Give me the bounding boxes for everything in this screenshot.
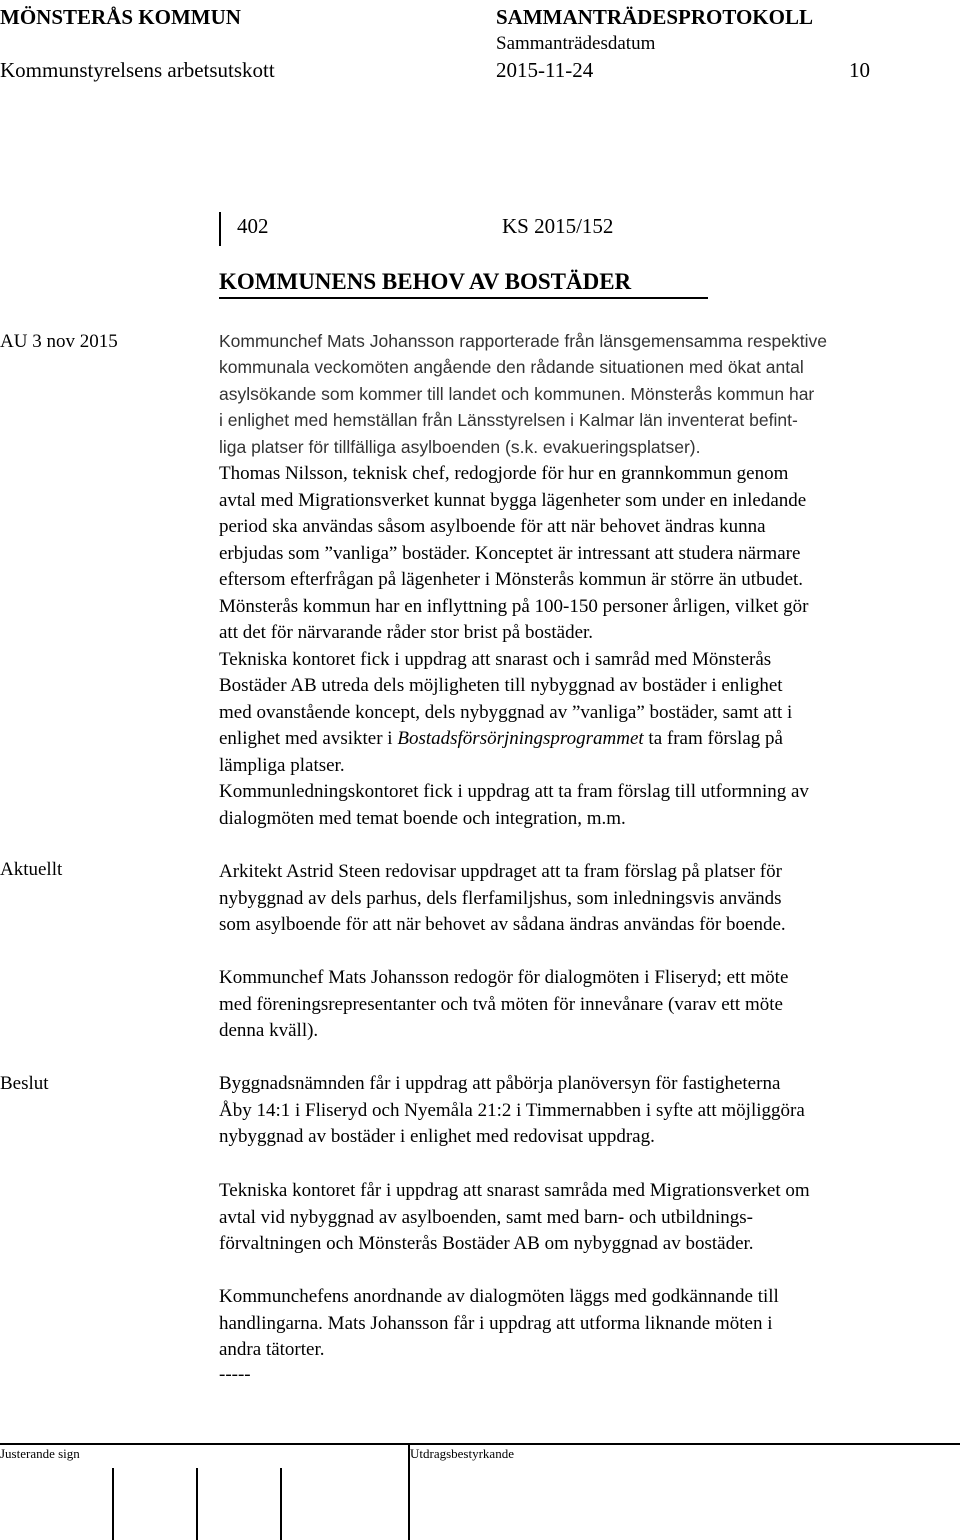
- text-fragment: enlighet med avsikter i: [219, 728, 398, 749]
- text-line: Kommunchef Mats Johansson rapporterade från länsgemensamma respektive: [219, 331, 827, 351]
- signature-box-line: [280, 1468, 282, 1540]
- title-underline: [219, 297, 708, 299]
- au-date-label: AU 3 nov 2015: [0, 331, 118, 352]
- item-title: KOMMUNENS BEHOV AV BOSTÄDER: [219, 269, 632, 294]
- end-mark: -----: [219, 1364, 251, 1385]
- text-line: handlingarna. Mats Johansson får i uppdrag att utforma liknande möten i: [219, 1312, 773, 1334]
- text-line: Arkitekt Astrid Steen redovisar uppdraget att ta fram förslag på platser för: [219, 861, 782, 882]
- text-line: Tekniska kontoret får i uppdrag att snarast samråda med Migrationsverket om: [219, 1180, 810, 1201]
- text-line: erbjudas som ”vanliga” bostäder. Konceptet är intressant att studera närmare: [219, 542, 801, 564]
- text-line: period ska användas såsom asylboende för att när behovet ändras kunna: [219, 516, 766, 537]
- text-line: avtal med Migrationsverket kunnat bygga lägenheter som under en inledande: [219, 489, 807, 511]
- text-line: nybyggnad av bostäder i enlighet med redovisat uppdrag.: [219, 1126, 655, 1147]
- text-line: Byggnadsnämnden får i uppdrag att påbörja planöversyn för fastigheterna: [219, 1073, 781, 1094]
- signature-box-line: [196, 1468, 198, 1540]
- text-fragment: ta fram förslag på: [643, 728, 783, 749]
- text-line: andra tätorter.: [219, 1339, 325, 1360]
- text-line: nybyggnad av dels parhus, dels flerfamiljshus, som inledningsvis används: [219, 887, 782, 909]
- page-number: 10: [849, 58, 870, 82]
- kommunchef-paragraph: [219, 1284, 941, 1364]
- footer-divider: [408, 1443, 410, 1540]
- text-line: med föreningsrepresentanter och två möten för innevånare (varav ett möte: [219, 993, 783, 1015]
- text-line: Kommunchef Mats Johansson redogör för dialogmöten i Fliseryd; ett möte: [219, 967, 789, 988]
- text-line: Kommunchefens anordnande av dialogmöten läggs med godkännande till: [219, 1286, 779, 1307]
- text-line: Thomas Nilsson, teknisk chef, redogjorde för hur en grannkommun genom: [219, 463, 789, 484]
- program-name: Bostadsförsörjningsprogrammet: [397, 728, 644, 749]
- justerande-label: Justerande sign: [0, 1446, 80, 1461]
- text-line: Åby 14:1 i Fliseryd och Nyemåla 21:2 i Timmernabben i syfte att möjliggöra: [219, 1099, 805, 1121]
- item-number: 402: [237, 214, 269, 238]
- text-line: att det för närvarande råder stor brist på bostäder.: [219, 622, 594, 643]
- au-paragraph: [219, 328, 941, 460]
- text-line: Kommunledningskontoret fick i uppdrag att ta fram förslag till utformning av: [219, 781, 809, 802]
- text-line: asylsökande som kommer till landet och kommunen. Mönsterås kommun har: [219, 383, 815, 404]
- text-line: Bostäder AB utreda dels möjligheten till nybyggnad av bostäder i enlighet: [219, 675, 783, 696]
- text-line: förvaltningen och Mönsterås Bostäder AB om nybyggnad av bostäder.: [219, 1233, 754, 1254]
- text-line: liga platser för tillfälliga asylboenden (s.k. evakueringsplatser).: [219, 436, 701, 457]
- beslut-label: Beslut: [0, 1073, 49, 1094]
- case-reference: KS 2015/152: [502, 214, 614, 238]
- date-label: Sammanträdesdatum: [496, 33, 656, 54]
- text-line: dialogmöten med temat boende och integration, m.m.: [219, 807, 626, 829]
- text-line: denna kväll).: [219, 1020, 319, 1041]
- thomas-paragraph: [219, 461, 941, 832]
- footer-top-rule: [0, 1443, 960, 1445]
- utdrag-label: Utdragsbestyrkande: [410, 1446, 514, 1461]
- dialog-paragraph: [219, 965, 941, 1045]
- text-line: Mönsterås kommun har en inflyttning på 100-150 personer årligen, vilket gör: [219, 595, 809, 617]
- section-mark: [219, 212, 221, 246]
- text-line: Tekniska kontoret fick i uppdrag att snarast och i samråd med Mönsterås: [219, 648, 772, 670]
- beslut-paragraph: [219, 1071, 941, 1151]
- text-line: med ovanstående koncept, dels nybyggnad av ”vanliga” bostäder, samt att i: [219, 701, 793, 723]
- document-type: SAMMANTRÄDESPROTOKOLL: [496, 5, 813, 29]
- text-line: kommunala veckomöten angående den rådande situationen med ökat antal: [219, 357, 804, 378]
- text-line: avtal vid nybyggnad av asylboenden, samt med barn- och utbildnings-: [219, 1206, 753, 1228]
- text-line: [219, 726, 941, 753]
- org-name: MÖNSTERÅS KOMMUN: [0, 5, 241, 29]
- text-line: som asylboende för att när behovet av sådana ändras användas för boende.: [219, 914, 786, 935]
- text-line: i enlighet med hemställan från Länsstyrelsen i Kalmar län inventerat befint-: [219, 410, 798, 431]
- meeting-date: 2015-11-24: [496, 58, 594, 82]
- tekniska-paragraph: [219, 1178, 941, 1258]
- text-line: lämpliga platser.: [219, 754, 345, 776]
- text-line: eftersom efterfrågan på lägenheter i Mönsterås kommun är större än utbudet.: [219, 569, 804, 590]
- signature-box-line: [112, 1468, 114, 1540]
- aktuellt-label: Aktuellt: [0, 859, 63, 880]
- committee-name: Kommunstyrelsens arbetsutskott: [0, 58, 275, 82]
- aktuellt-paragraph: [219, 859, 941, 939]
